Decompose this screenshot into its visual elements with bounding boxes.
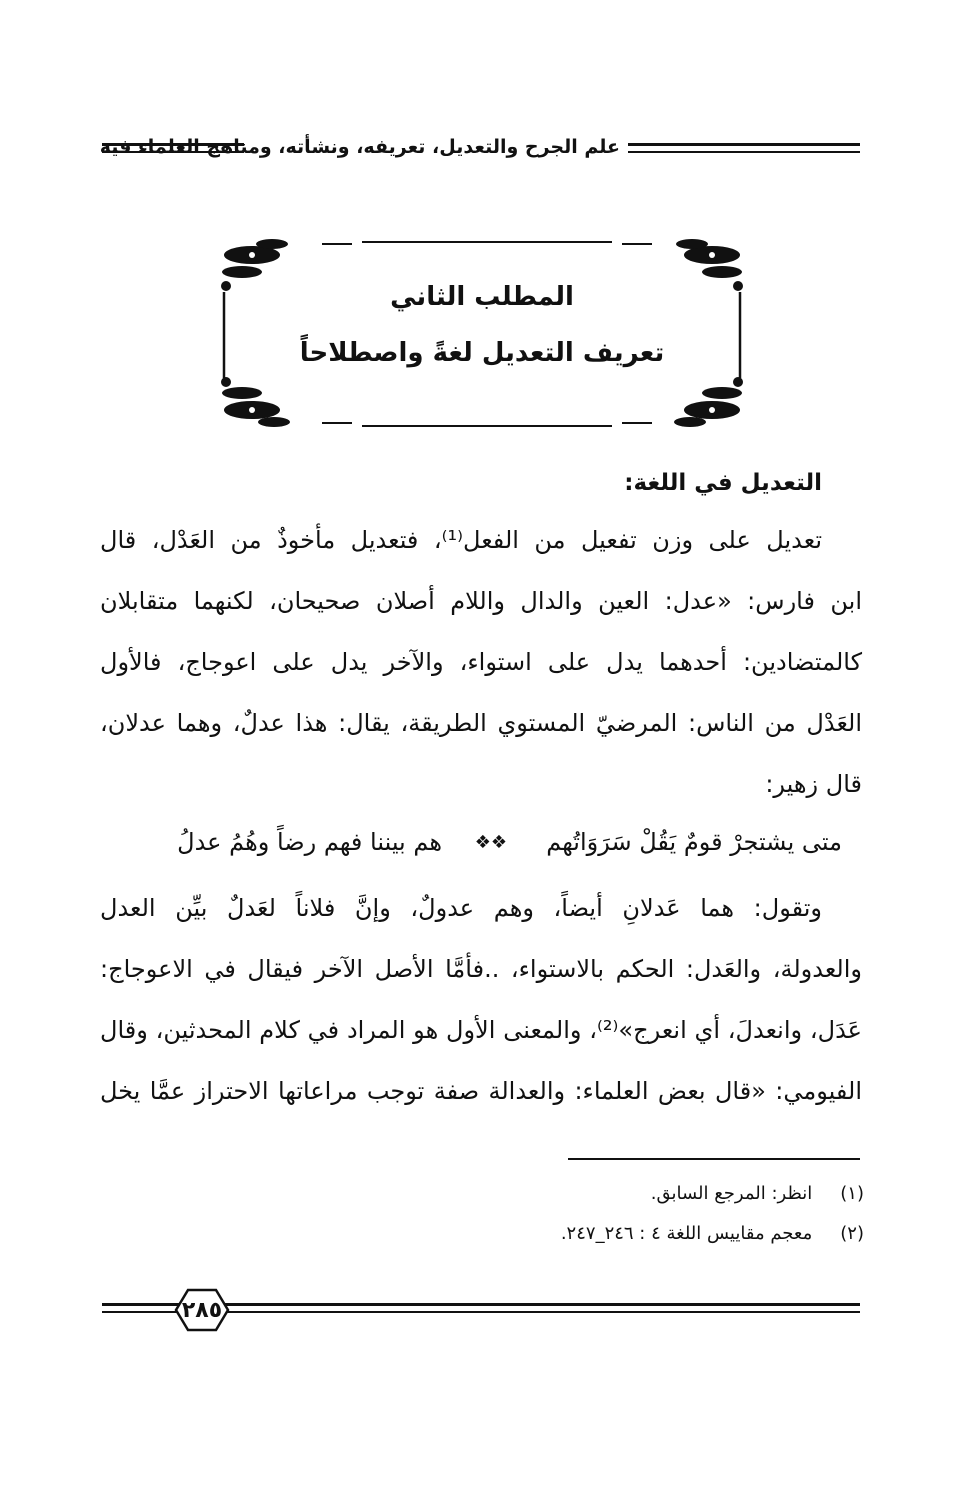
footnote-separator [568, 1158, 860, 1160]
footnote-number: (٢) [840, 1223, 864, 1244]
text-line: كالمتضادين: أحدهما يدل على استواء، والآخر يدل على اعوجاج، فالأول [100, 648, 862, 676]
footnote [561, 1223, 864, 1244]
footer-rule-right [220, 1303, 860, 1306]
text-line: الفيومي: «قال بعض العلماء: والعدالة صفة توجب مراعاتها الاحتراز عمَّا يخل [100, 1077, 862, 1105]
paragraph-heading: التعديل في اللغة: [624, 470, 822, 496]
text-line: ابن فارس: «عدل: العين والدال واللام أصلان صحيحان، لكنهما متقابلان [100, 587, 862, 615]
text-line: والعدولة، والعَدل: الحكم بالاستواء، ..فأمَّا الأصل الآخر فيقال في الاعوجاج: [100, 955, 862, 983]
text-line: العَدْل من الناس: المرضيّ المستوي الطريقة، يقال: هذا عدلٌ، وهما عدلان، [100, 709, 862, 737]
page-number: ٢٨٥ [181, 1298, 223, 1323]
corner-ornament-icon [221, 239, 743, 427]
ornamental-border [212, 230, 752, 435]
footnote-number: (١) [840, 1183, 864, 1204]
text-line: تعديل على وزن تفعيل من الفعل⁽¹⁾، فتعديل مأخوذٌ من العَدْل، قال [100, 526, 823, 554]
verse-second-hemistich: هم بيننا فهم رضاً وهُمُ عدلُ [177, 828, 442, 856]
running-header-title: علم الجرح والتعديل، تعريفه، ونشأته، ومناهج العلماء فيه [99, 136, 620, 158]
section-title-frame [212, 230, 752, 435]
header-rule-right [628, 143, 860, 146]
footnote [651, 1183, 864, 1204]
verse-separator-icon: ❖❖ [474, 832, 507, 853]
footnote-text: معجم مقاييس اللغة ٤ : ٢٤٦_٢٤٧. [560, 1223, 813, 1244]
verse-first-hemistich: متى يشتجرْ قومٌ يَقُلْ سَرَوَاتُهم [546, 828, 842, 856]
text-line: عَدَل، وانعدلَ، أي انعرج»⁽²⁾، والمعنى الأول هو المراد في كلام المحدثين، وقال [100, 1016, 862, 1044]
header-rule-right-thin [628, 151, 860, 153]
text-line: وتقول: هما عَدلانِ أيضاً، وهم عدولٌ، وإنَّ فلاناً لعَدلٌ بيِّن العدل [100, 894, 822, 922]
section-subheading: تعريف التعديل لغةً واصطلاحاً [299, 338, 665, 368]
footnote-text: انظر: المرجع السابق. [650, 1183, 813, 1204]
poetry-verse [100, 828, 842, 868]
section-heading: المطلب الثاني [390, 282, 574, 312]
text-line: قال زهير: [765, 770, 862, 798]
footer-rule-right-thin [220, 1311, 860, 1313]
